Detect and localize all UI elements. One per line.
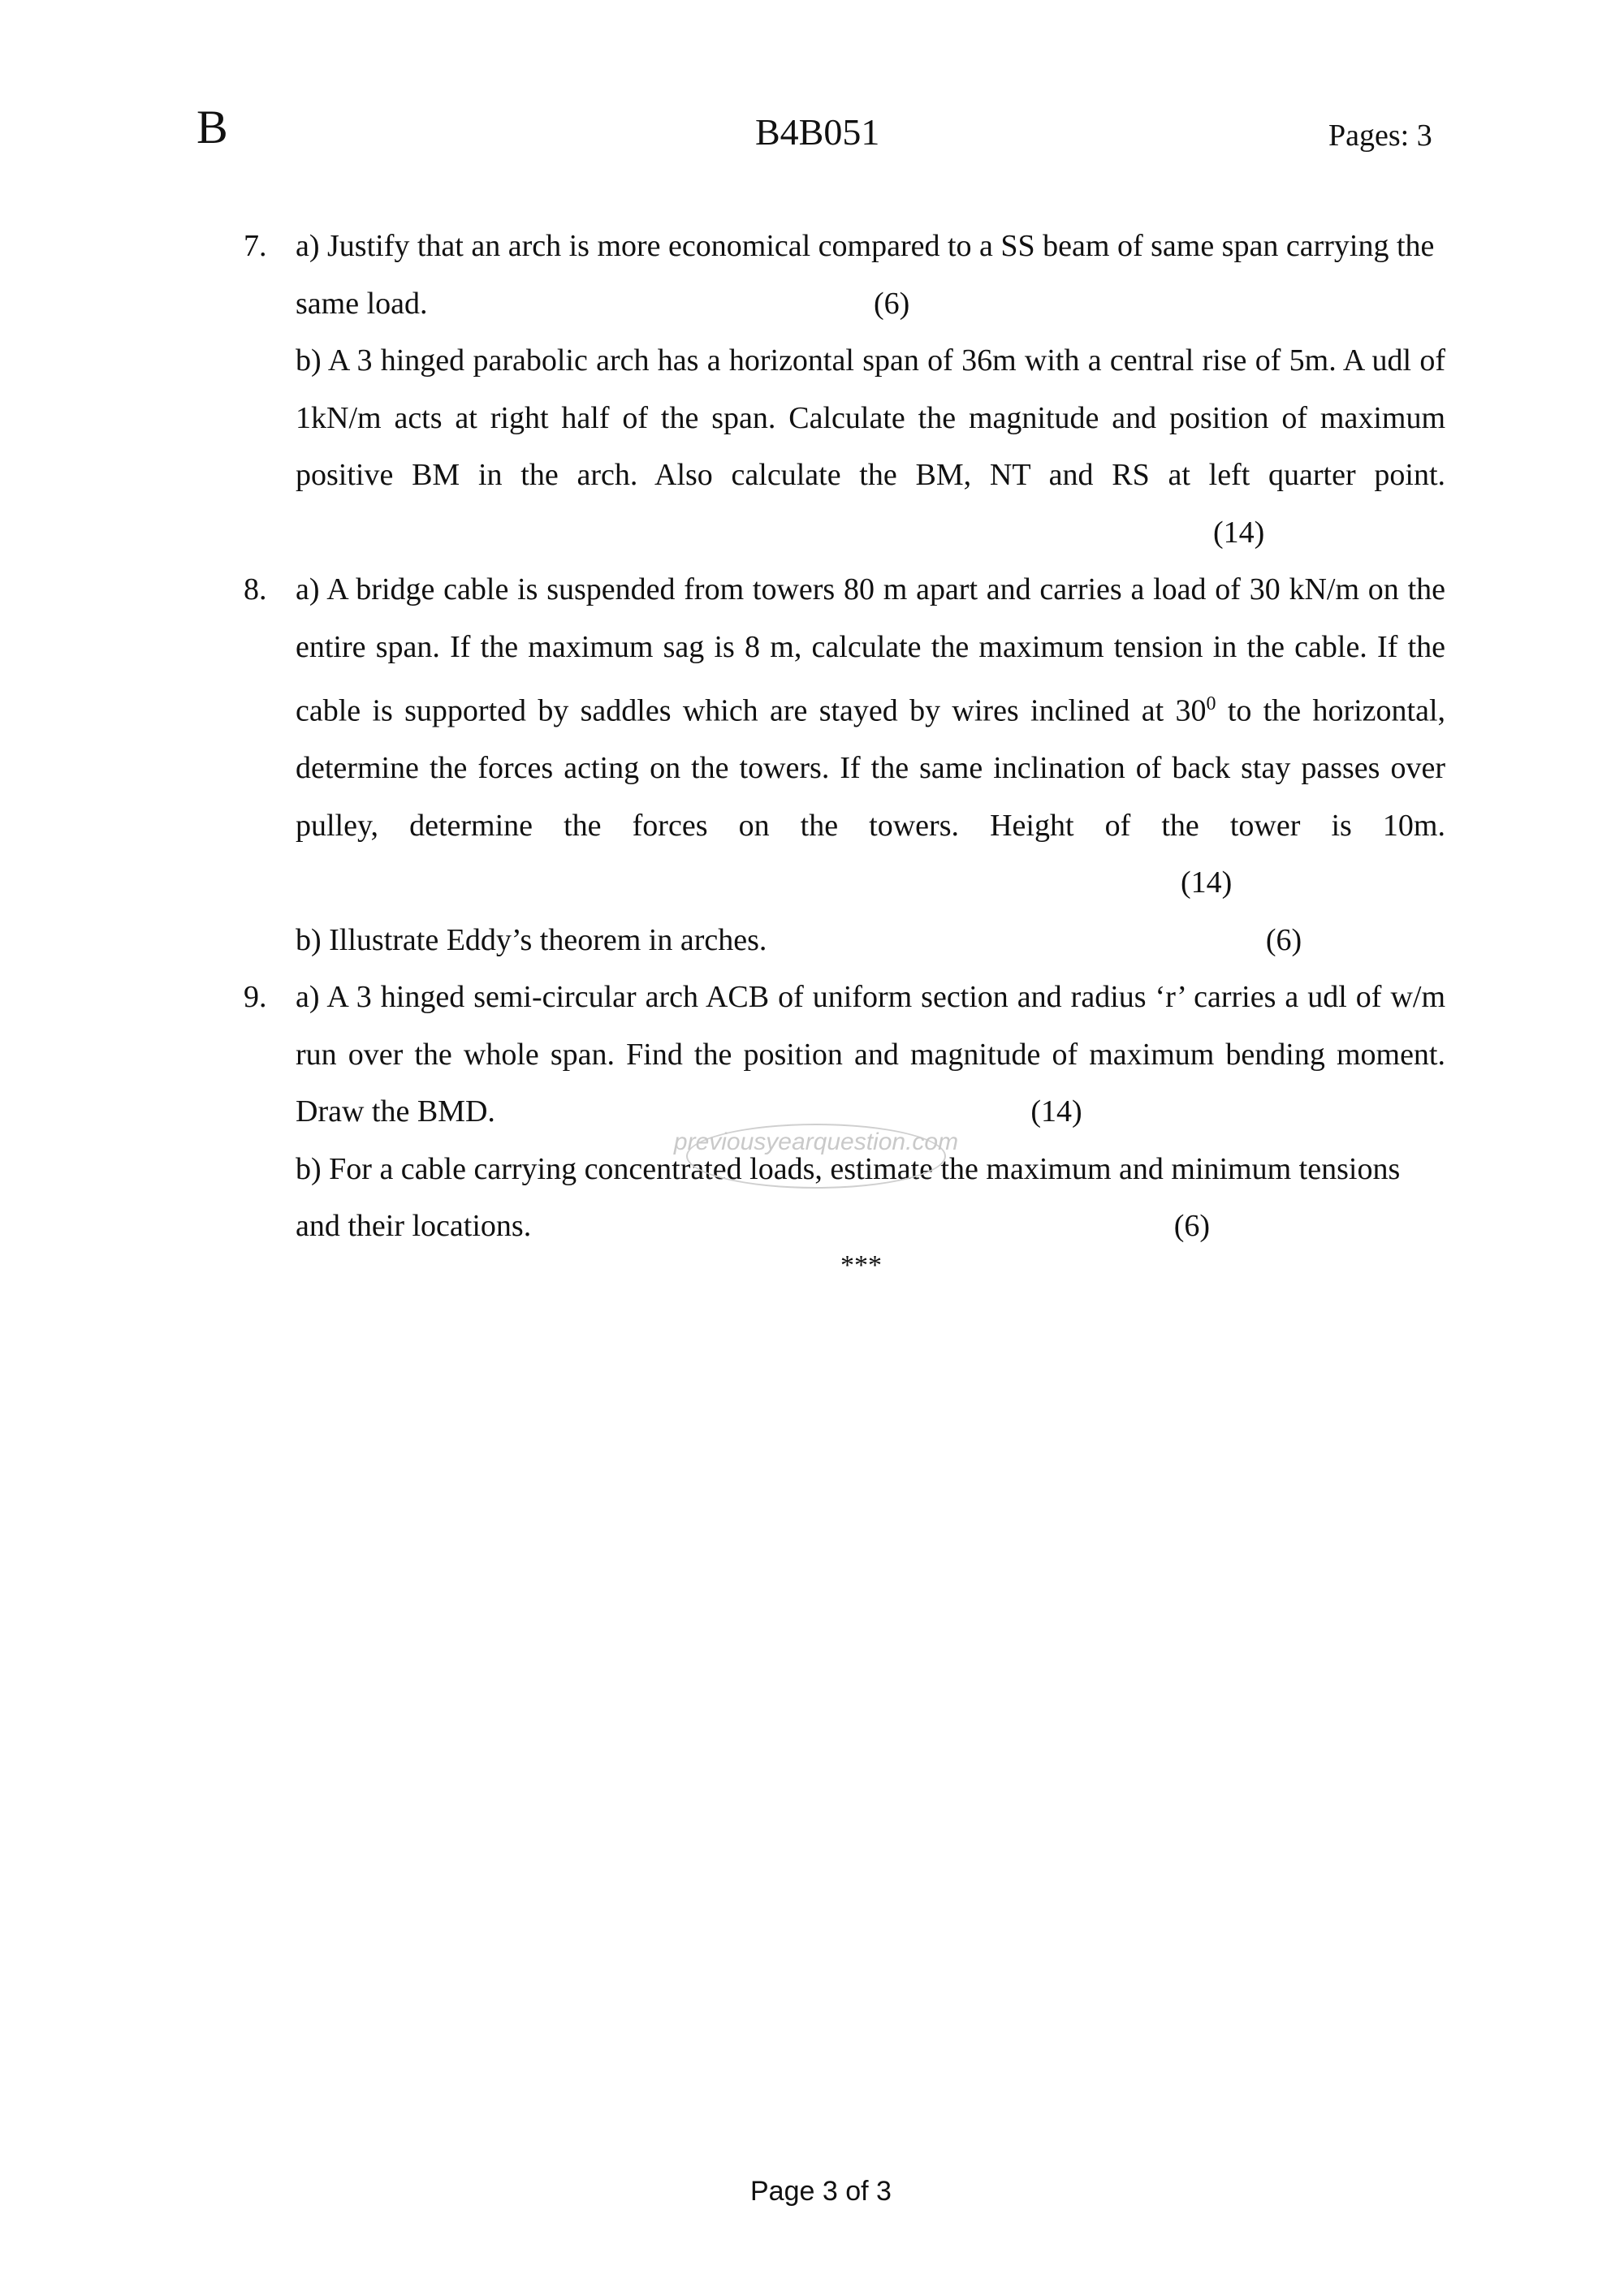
marks: (6): [1173, 1209, 1211, 1244]
paper-code: B4B051: [755, 111, 880, 153]
question-7b: [296, 332, 1445, 561]
question-text: b) Illustrate Eddy’s theorem in arches.: [296, 922, 767, 957]
question-8: [244, 561, 1445, 969]
set-letter: B: [197, 101, 228, 153]
question-7a: [296, 218, 1445, 332]
question-number: 7.: [244, 229, 267, 263]
question-number: 8.: [244, 572, 267, 606]
marks: (14): [1213, 515, 1265, 550]
marks: (6): [874, 286, 910, 321]
question-text: b) A 3 hinged parabolic arch has a horizontal span of 36m with a central rise of 5m. A udl of 1kN/m acts at right half of the span. Calculate the magnitude and position of maximum positive BM in the arch. Also calculate the BM, NT and RS at left quarter point.: [296, 343, 1445, 492]
question-9a: [296, 969, 1445, 1141]
page-footer: Page 3 of 3: [750, 2176, 892, 2207]
question-text-start: a) A bridge cable is suspended from towers 80 m apart and carries a load of 30 kN/m on the entire span. If the maximum sag is 8 m, calculate the maximum tension in the cable. If the cable is supported by saddles which are stayed by wires inclined at 30: [296, 572, 1445, 728]
question-8a: [296, 561, 1445, 912]
end-of-paper-mark: ***: [840, 1250, 882, 1280]
question-text: a) Justify that an arch is more economical compared to a SS beam of same span carrying the same load.: [296, 229, 1435, 321]
question-list: [244, 218, 1445, 1255]
question-number: 9.: [244, 980, 267, 1015]
question-text-end: to the horizontal, determine the forces acting on the towers. If the same inclination of back stay passes over pulley, determine the forces on the towers. Height of the tower is 10m.: [296, 693, 1446, 843]
marks: (6): [1265, 922, 1302, 957]
superscript-degree: 0: [1206, 693, 1216, 714]
question-8b: [296, 912, 1445, 969]
question-9: [244, 969, 1445, 1255]
question-text: a) A 3 hinged semi-circular arch ACB of uniform section and radius ‘r’ carries a udl of w/m run over the whole span. Find the position and magnitude of maximum bending moment. Draw the BMD.: [296, 980, 1445, 1129]
marks: (14): [1181, 865, 1233, 900]
question-7: [244, 218, 1445, 561]
page-count: Pages: 3: [1328, 119, 1432, 153]
watermark-stamp: previousyearquestion.com: [686, 1124, 946, 1189]
question-text: b) For a cable carrying concentrated loads, estimate the maximum and minimum tensions and their locations.: [296, 1151, 1401, 1244]
marks: (14): [1030, 1094, 1082, 1129]
